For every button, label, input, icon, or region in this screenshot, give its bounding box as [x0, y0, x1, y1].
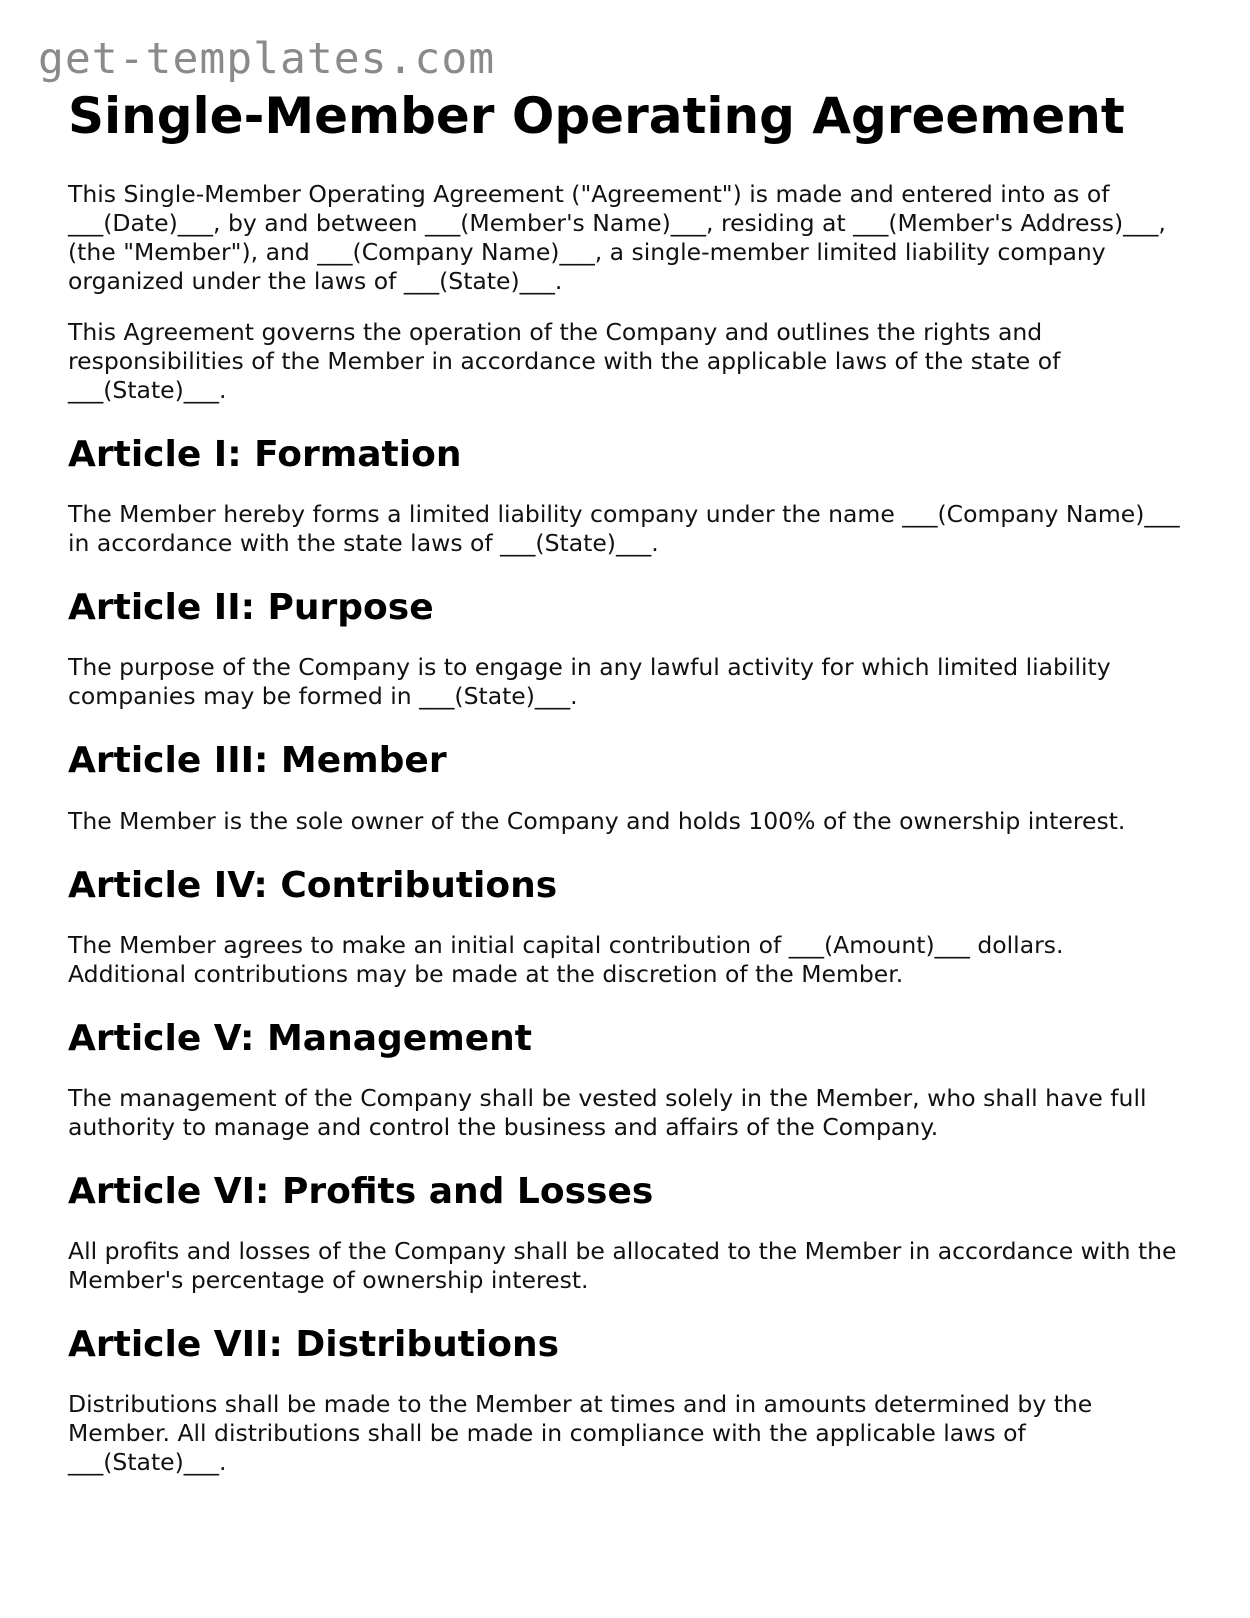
article-text: All profits and losses of the Company shall be allocated to the Member in accordance with the Member's percentage of ownership interest.	[68, 1237, 1177, 1295]
article-text: The management of the Company shall be vested solely in the Member, who shall have full authority to manage and control the business and affairs of the Company.	[68, 1083, 1147, 1141]
article-heading: Article VII: Distributions	[68, 1324, 560, 1366]
article-text: Distributions shall be made to the Member at times and in amounts determined by the Member. All distributions shall be made in compliance with the applicable laws of ___(State)___.	[68, 1390, 1093, 1477]
document-title: Single-Member Operating Agreement	[68, 87, 1125, 145]
article-heading: Article V: Management	[68, 1017, 532, 1059]
article-management	[68, 1017, 1188, 1142]
article-text: The Member hereby forms a limited liability company under the name ___(Company Name)___ in accordance with the state laws of ___(State)___.	[68, 500, 1180, 558]
article-profits-losses	[68, 1170, 1188, 1295]
article-heading: Article III: Member	[68, 740, 447, 782]
article-text: The purpose of the Company is to engage in any lawful activity for which limited liability companies may be formed in ___(State)___.	[68, 653, 1111, 711]
article-heading: Article II: Purpose	[68, 587, 434, 629]
article-distributions	[68, 1323, 1188, 1477]
document-page	[68, 86, 1188, 1499]
intro-paragraph: This Single-Member Operating Agreement ("Agreement") is made and entered into as of ___(Date)___, by and between ___(Member's Name)___, residing at ___(Member's Address)___, (the "Member"), and ___(Company Name)___, a single-member limited liability company organized under the laws of ___(State)___.	[68, 180, 1166, 295]
intro-paragraph: This Agreement governs the operation of the Company and outlines the rights and responsibilities of the Member in accordance with the applicable laws of the state of ___(State)___.	[68, 318, 1061, 404]
article-heading: Article I: Formation	[68, 434, 462, 475]
article-text: The Member is the sole owner of the Company and holds 100% of the ownership interest.	[68, 806, 1126, 835]
article-member	[68, 739, 1188, 835]
article-heading: Article VI: Profits and Losses	[68, 1170, 654, 1212]
article-contributions	[68, 864, 1188, 989]
article-formation	[68, 433, 1188, 558]
article-heading: Article IV: Contributions	[68, 864, 558, 906]
article-purpose	[68, 586, 1188, 711]
site-watermark: get-templates.com	[38, 34, 496, 84]
article-text: The Member agrees to make an initial capital contribution of ___(Amount)___ dollars. Additional contributions may be made at the discretion of the Member.	[68, 930, 1064, 988]
